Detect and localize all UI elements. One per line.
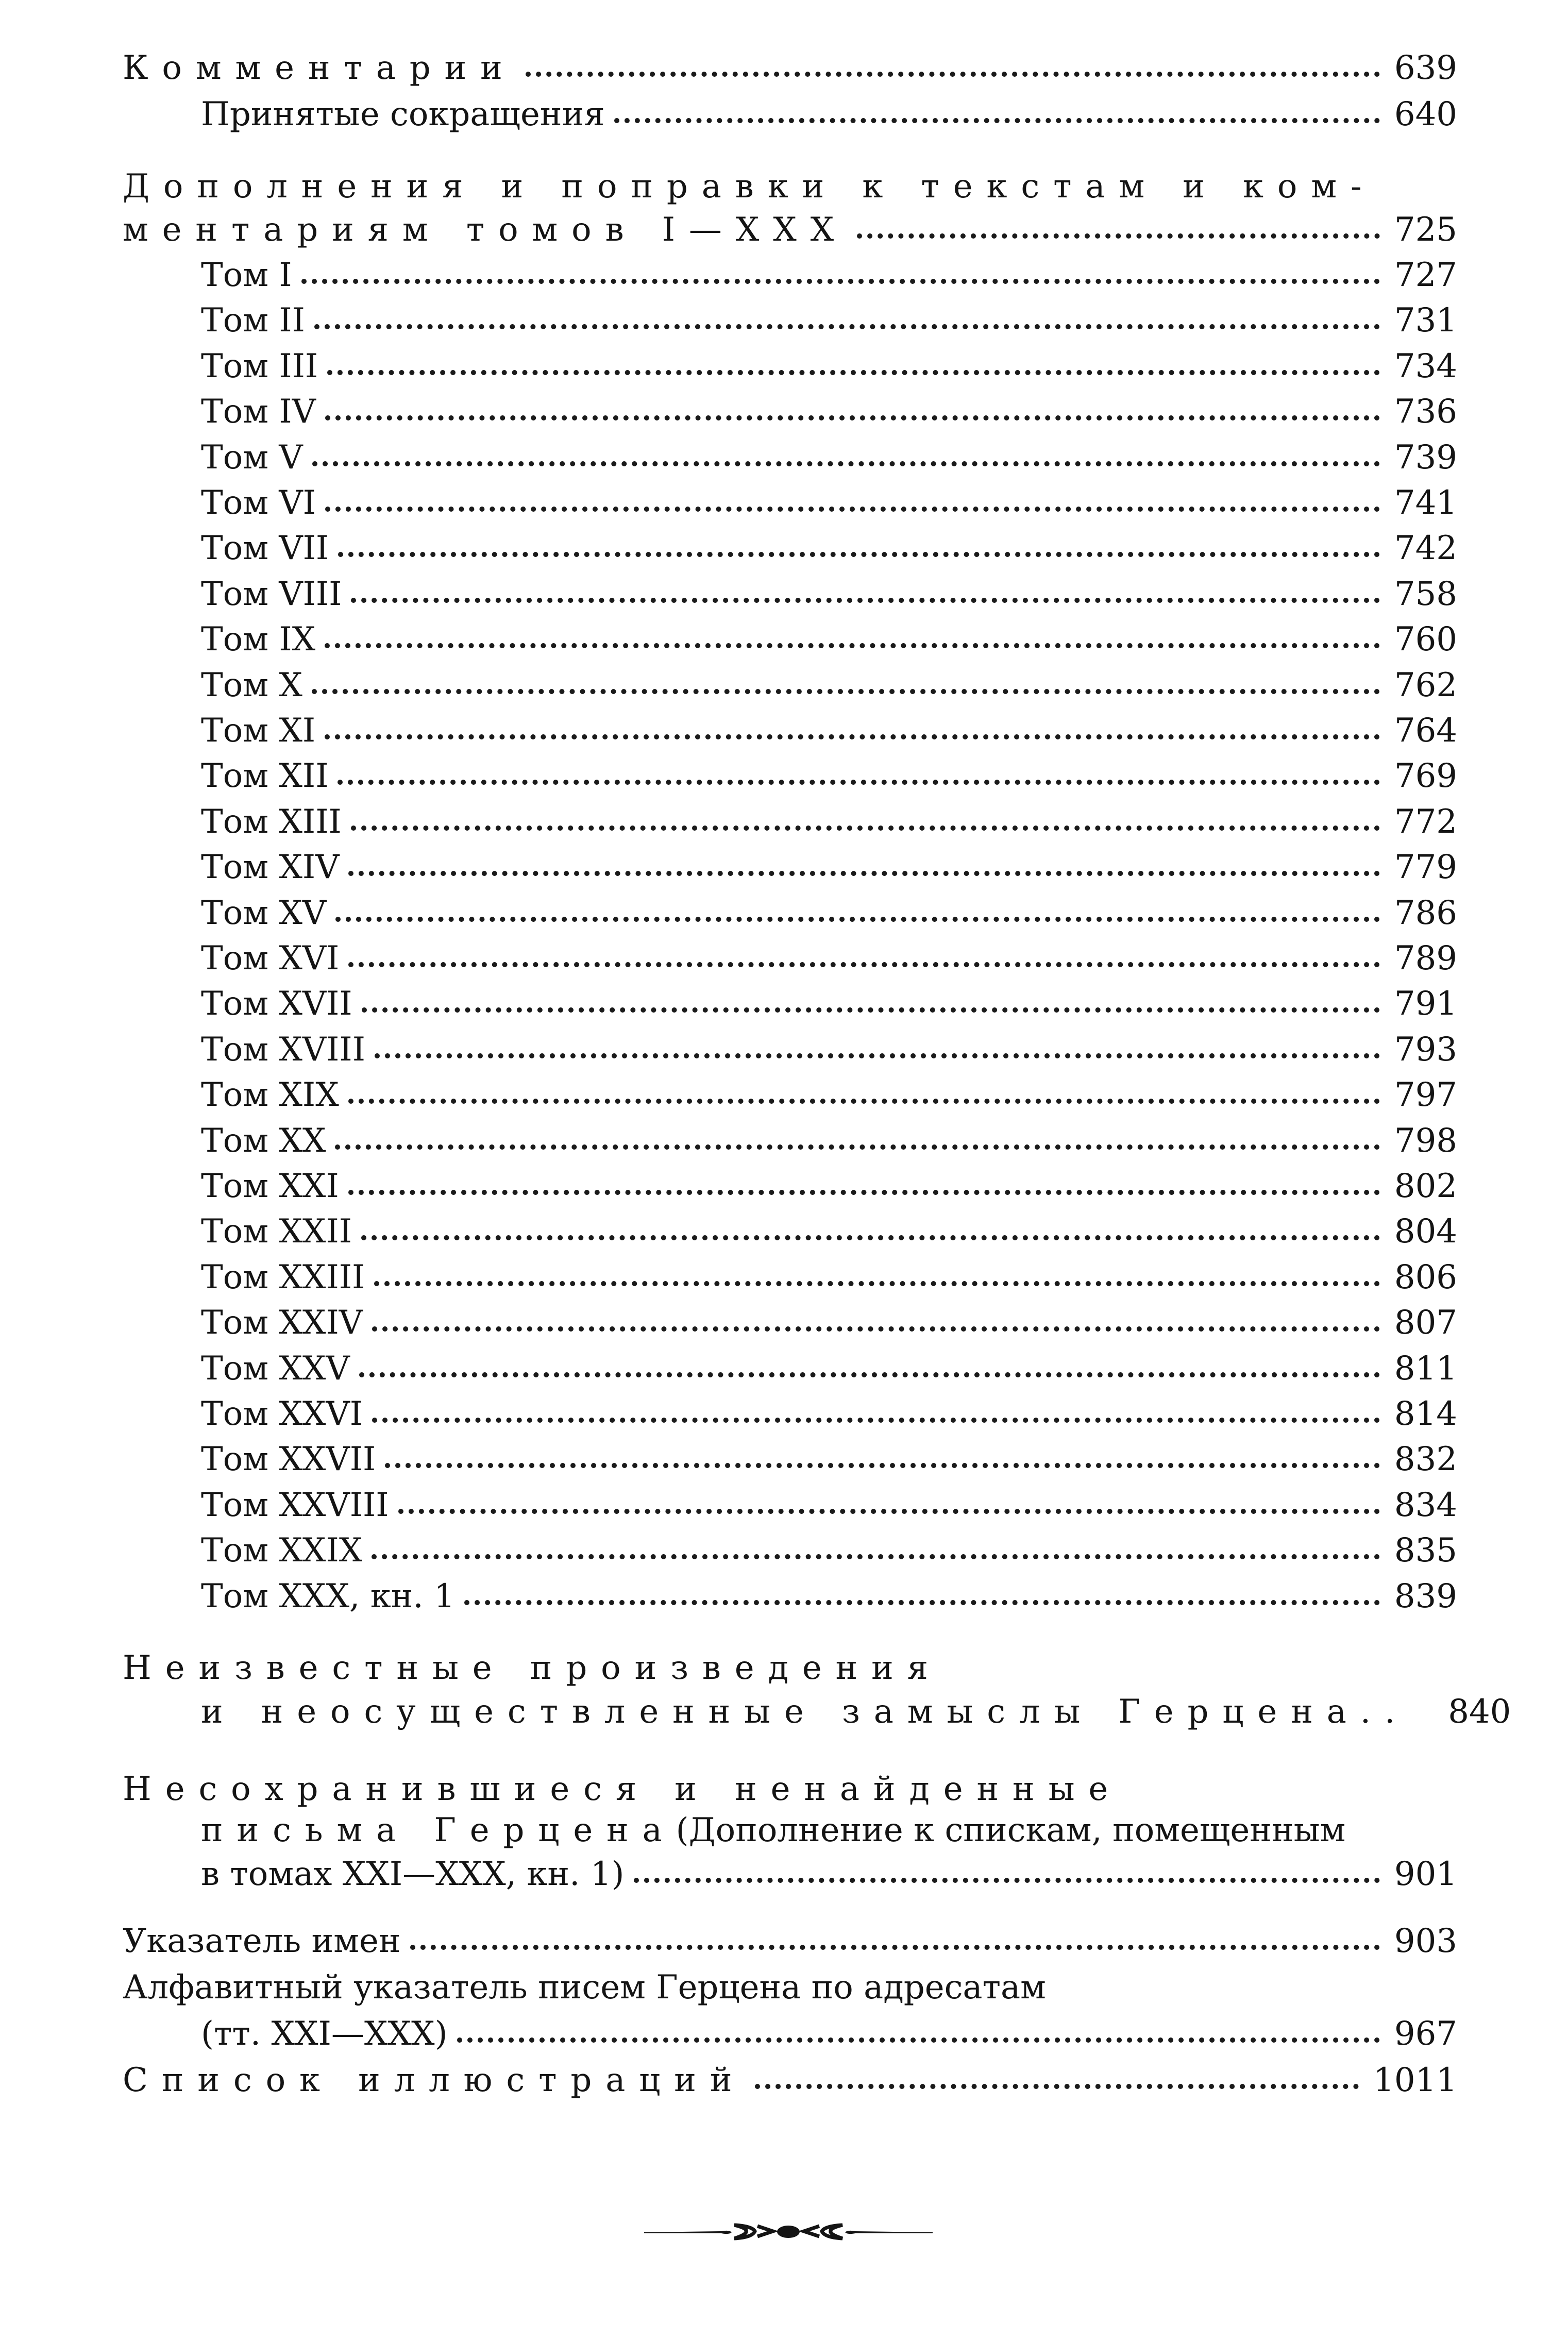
dot-leader <box>312 689 1380 694</box>
toc-entry-label: Несохранившиеся и ненайденные <box>123 1770 1122 1808</box>
toc-entry-label: Том XXII <box>201 1212 352 1251</box>
dot-leader <box>325 643 1380 648</box>
toc-page-number: 804 <box>1394 1212 1457 1251</box>
toc-entry-label: ментариям томов I—XXX <box>123 211 848 249</box>
toc-page-number: 739 <box>1394 438 1457 477</box>
toc-entry-volume[interactable] <box>201 1486 1457 1536</box>
toc-entry-volume[interactable] <box>201 1440 1457 1490</box>
dot-leader <box>351 826 1380 831</box>
dot-leader <box>385 1463 1380 1468</box>
toc-page-number: 793 <box>1394 1030 1457 1069</box>
toc-entry-illustrations[interactable] <box>123 2061 1457 2111</box>
dot-leader <box>325 507 1380 512</box>
toc-entry-label: Том XI <box>201 712 316 750</box>
dot-leader <box>361 1235 1380 1240</box>
toc-entry-volume[interactable] <box>201 987 1457 1035</box>
scroll-ornament-icon <box>644 2216 933 2247</box>
toc-entry-volume[interactable] <box>201 1167 1457 1217</box>
dot-leader <box>372 1554 1380 1559</box>
toc-page-number: 736 <box>1394 393 1457 431</box>
toc-page-number: 760 <box>1394 620 1457 659</box>
toc-entry-label: Том XVIII <box>201 1030 365 1069</box>
toc-entry-label: Том V <box>201 438 303 477</box>
dot-leader <box>614 118 1380 123</box>
toc-entry-unknown-works[interactable] <box>201 1693 1511 1743</box>
toc-entry-volume[interactable] <box>201 1258 1457 1308</box>
toc-page-number: 772 <box>1394 802 1457 841</box>
toc-page-number: 725 <box>1394 211 1457 249</box>
toc-entry-volume[interactable] <box>201 1397 1457 1445</box>
dot-leader <box>464 1600 1380 1605</box>
toc-page-number: 741 <box>1394 484 1457 522</box>
toc-entry-label: Том XIX <box>201 1076 339 1115</box>
dot-leader <box>314 324 1380 329</box>
toc-page-number: 789 <box>1394 939 1457 978</box>
toc-entry-label: Указатель имен <box>123 1922 401 1960</box>
toc-entry-volume[interactable] <box>201 1531 1457 1581</box>
toc-entry-volume[interactable] <box>201 347 1457 397</box>
toc-page-number: 903 <box>1394 1922 1457 1960</box>
toc-page-number: 791 <box>1394 985 1457 1023</box>
toc-entry-letters-index-line1[interactable] <box>123 1968 1457 2018</box>
toc-entry-volume[interactable] <box>201 1306 1457 1354</box>
dot-leader <box>348 962 1379 967</box>
toc-entry-label: Том VIII <box>201 575 342 613</box>
toc-entry-volume[interactable] <box>201 438 1457 489</box>
toc-page-number: 640 <box>1394 95 1457 133</box>
toc-entry-label: Том VII <box>201 529 329 568</box>
toc-entry-volume[interactable] <box>201 1121 1457 1172</box>
toc-page-number: 832 <box>1394 1440 1457 1479</box>
toc-entry-abbreviations[interactable] <box>201 95 1457 145</box>
toc-page-number: 798 <box>1394 1121 1457 1160</box>
toc-page-number: 769 <box>1394 757 1457 796</box>
toc-entry-label: Том XXVII <box>201 1440 376 1479</box>
toc-page-number: 764 <box>1394 712 1457 750</box>
dot-leader <box>857 233 1380 239</box>
toc-entry-label-spaced: письма Герцена <box>201 1811 676 1849</box>
toc-entry-label: (тт. XXI—XXX) <box>201 2015 448 2053</box>
toc-page-number: 1011 <box>1373 2061 1457 2099</box>
toc-page-number: 762 <box>1394 666 1457 704</box>
toc-page-number: 835 <box>1394 1531 1457 1570</box>
toc-entry-additions[interactable] <box>123 213 1457 261</box>
dot-leader <box>348 871 1379 876</box>
dot-leader <box>457 2037 1380 2043</box>
dot-leader <box>372 1418 1380 1423</box>
dot-leader <box>375 1053 1380 1058</box>
toc-entry-label: Том XXV <box>201 1349 350 1388</box>
dot-leader <box>335 1144 1379 1150</box>
toc-entry-volume[interactable] <box>201 1212 1457 1262</box>
toc-page-number: 802 <box>1394 1167 1457 1205</box>
toc-page-number: 814 <box>1394 1395 1457 1433</box>
toc-entry-comments[interactable] <box>123 49 1457 99</box>
toc-entry-unknown-works-line1[interactable] <box>123 1649 1457 1699</box>
toc-entry-label: Том XX <box>201 1121 326 1160</box>
toc-page-number: 731 <box>1394 301 1457 340</box>
toc-entry-volume[interactable] <box>201 529 1457 579</box>
toc-entry-label: Том IV <box>201 393 316 431</box>
toc-entry-label: Том XIII <box>201 802 342 841</box>
toc-entry-label: Том XVII <box>201 985 352 1023</box>
dot-leader <box>312 461 1380 466</box>
toc-entry-label: (Дополнение к спискам, помещенным <box>676 1811 1346 1849</box>
toc-entry-label: Том I <box>201 256 292 294</box>
toc-entry-name-index[interactable] <box>123 1922 1457 1972</box>
dot-leader <box>374 1281 1380 1286</box>
toc-entry-volume[interactable] <box>201 802 1457 853</box>
toc-entry-volume[interactable] <box>201 395 1457 443</box>
toc-entry-label: Том IX <box>201 620 316 659</box>
toc-entry-volume[interactable] <box>201 1076 1457 1126</box>
toc-entry-volume[interactable] <box>201 757 1457 807</box>
toc-entry-volume[interactable] <box>201 848 1457 898</box>
dot-leader <box>301 279 1380 284</box>
toc-entry-label: Том XXIII <box>201 1258 365 1296</box>
toc-entry-label: Список иллюстраций <box>123 2061 746 2099</box>
dot-leader <box>335 917 1380 922</box>
toc-page-number: 786 <box>1394 894 1457 932</box>
toc-entry-volume[interactable] <box>201 714 1457 762</box>
toc-page-number: 639 <box>1394 49 1457 87</box>
toc-page-number: 840 <box>1448 1693 1511 1731</box>
toc-entry-label: Том XXIX <box>201 1531 363 1570</box>
toc-page-number: 901 <box>1394 1855 1457 1893</box>
toc-entry-volume[interactable] <box>201 1577 1457 1627</box>
dot-leader <box>348 1099 1380 1104</box>
toc-entry-volume[interactable] <box>201 1030 1457 1081</box>
toc-page-number: 742 <box>1394 529 1457 568</box>
toc-entry-label: в томах XXI—XXX, кн. 1) <box>201 1855 625 1893</box>
toc-page-number: 806 <box>1394 1258 1457 1296</box>
toc-entry-label: Том XXX, кн. 1 <box>201 1577 455 1615</box>
toc-entry-label: Том XXI <box>201 1167 339 1205</box>
dot-leader <box>338 780 1379 785</box>
dot-leader <box>327 370 1380 375</box>
dot-leader <box>634 1878 1380 1883</box>
toc-entry-lost-letters-line2[interactable] <box>201 1811 1457 1861</box>
toc-entry-volume[interactable] <box>201 486 1457 534</box>
toc-page-number: 797 <box>1394 1076 1457 1115</box>
toc-page-number: 758 <box>1394 575 1457 613</box>
dot-leader <box>325 734 1380 739</box>
dot-leader <box>410 1945 1380 1950</box>
toc-entry-label: Том XII <box>201 757 329 796</box>
toc-entry-label: Том XIV <box>201 848 340 887</box>
toc-entry-label: Том XV <box>201 894 327 932</box>
toc-entry-volume[interactable] <box>201 301 1457 351</box>
toc-entry-volume[interactable] <box>201 620 1457 670</box>
dot-leader <box>755 2084 1359 2089</box>
toc-entry-label: Том XXIV <box>201 1304 363 1342</box>
toc-page-number: 834 <box>1394 1486 1457 1524</box>
toc-entry-volume[interactable] <box>201 939 1457 989</box>
dot-leader <box>362 1007 1380 1013</box>
toc-page-number: 967 <box>1394 2015 1457 2053</box>
toc-entry-volume[interactable] <box>201 666 1457 716</box>
toc-entry-label: Том X <box>201 666 302 704</box>
dot-leader <box>372 1326 1380 1332</box>
toc-entry-letters-index[interactable] <box>201 2017 1457 2065</box>
toc-entry-label: Неизвестные произведения <box>123 1649 942 1687</box>
toc-entry-volume[interactable] <box>201 1349 1457 1400</box>
toc-entry-label: Дополнения и поправки к текстам и ком- <box>123 167 1376 206</box>
toc-page-number: 779 <box>1394 848 1457 887</box>
toc-entry-label: и неосуществленные замыслы Герцена.. <box>201 1693 1409 1731</box>
toc-entry-volume[interactable] <box>201 256 1457 306</box>
dot-leader <box>526 72 1380 77</box>
dot-leader <box>351 598 1379 603</box>
dot-leader <box>359 1372 1380 1377</box>
toc-entry-label: Том II <box>201 301 305 340</box>
dot-leader <box>325 415 1380 420</box>
toc-page-number: 727 <box>1394 256 1457 294</box>
toc-entry-lost-letters[interactable] <box>201 1855 1457 1905</box>
dot-leader <box>348 1190 1380 1195</box>
toc-page-number: 839 <box>1394 1577 1457 1615</box>
toc-page-number: 734 <box>1394 347 1457 385</box>
toc-entry-label: Том XVI <box>201 939 340 978</box>
toc-entry-label: Том III <box>201 347 318 385</box>
toc-page-number: 807 <box>1394 1304 1457 1342</box>
dot-leader <box>398 1509 1380 1514</box>
toc-entry-label: Том XXVI <box>201 1395 363 1433</box>
dot-leader <box>338 552 1380 557</box>
toc-entry-volume[interactable] <box>201 894 1457 944</box>
toc-entry-label: Принятые сокращения <box>201 95 605 133</box>
toc-entry-label: Том VI <box>201 484 316 522</box>
toc-entry-label: Алфавитный указатель писем Герцена по адресатам <box>123 1968 1046 2007</box>
toc-entry-label: Комментарии <box>123 49 516 87</box>
toc-entry-label: Том XXVIII <box>201 1486 389 1524</box>
toc-entry-volume[interactable] <box>201 575 1457 625</box>
toc-page-number: 811 <box>1394 1349 1457 1388</box>
